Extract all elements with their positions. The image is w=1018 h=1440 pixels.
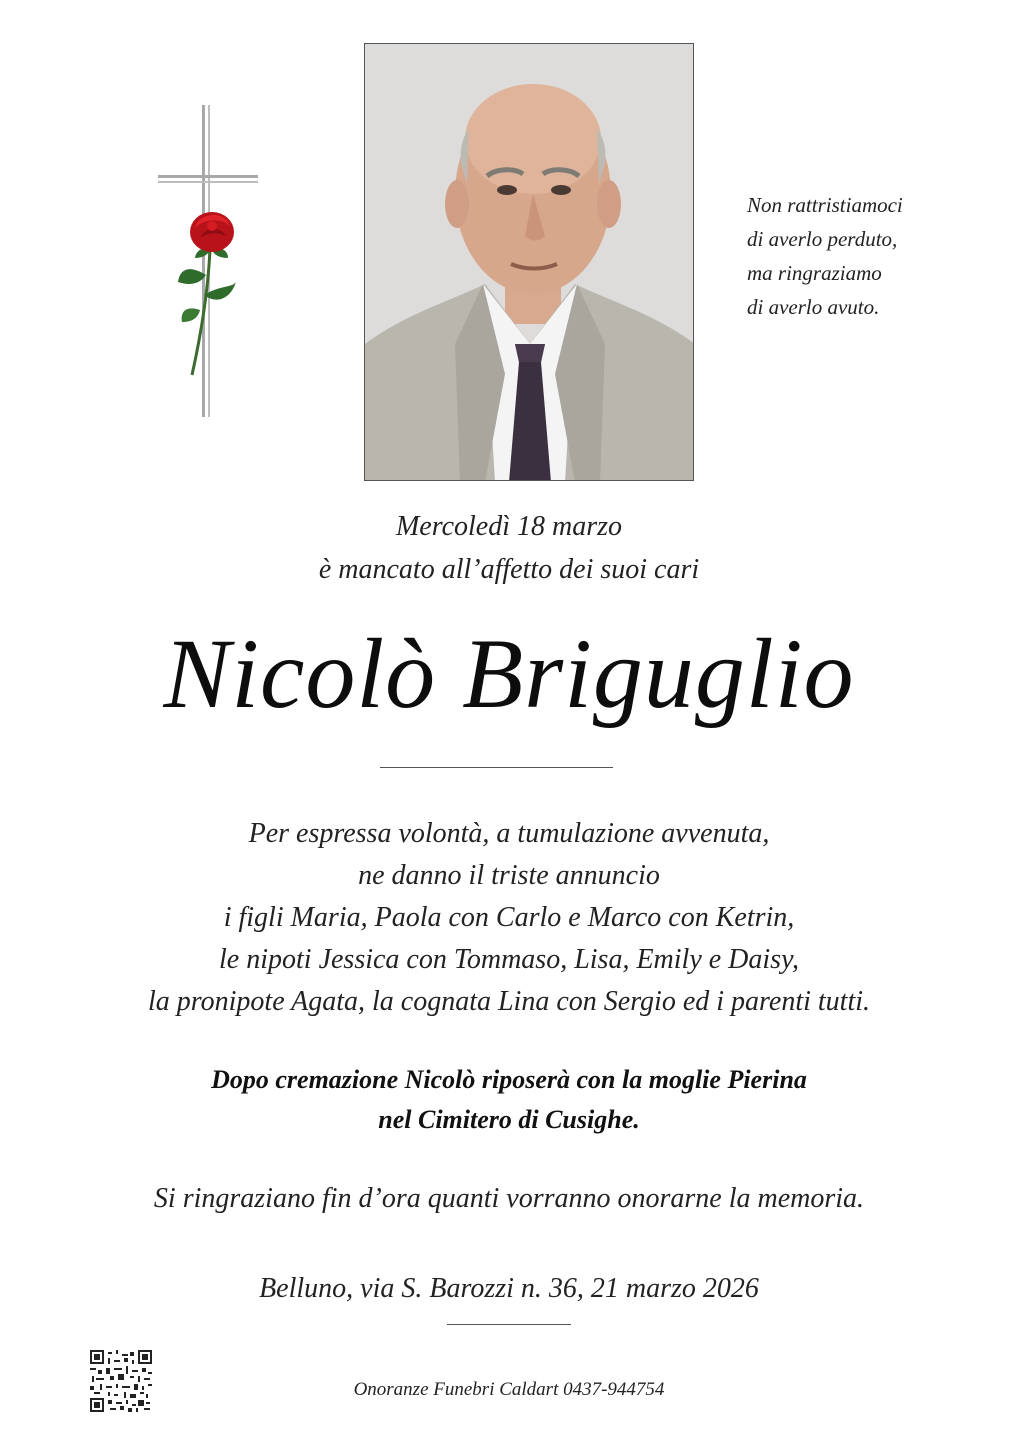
divider	[447, 1324, 571, 1325]
cross-with-rose-icon	[140, 100, 270, 430]
intro-text: è mancato all’affetto dei suoi cari	[318, 554, 700, 585]
portrait-photo	[364, 43, 694, 481]
cremation-line: Dopo cremazione Nicolò riposerà con la moglie Pierina	[211, 1065, 807, 1094]
quote-line: di averlo avuto.	[747, 295, 880, 319]
divider	[380, 767, 613, 768]
cremation-note	[0, 1060, 1018, 1140]
quote-line: di averlo perduto,	[747, 227, 898, 251]
place-date: Belluno, via S. Barozzi n. 36, 21 marzo 2026	[259, 1273, 759, 1304]
death-intro	[0, 505, 1018, 591]
announcement-line: la pronipote Agata, la cognata Lina con Sergio ed i parenti tutti.	[148, 986, 870, 1017]
quote-line: ma ringraziamo	[747, 261, 882, 285]
intro-date: Mercoledì 18 marzo	[395, 511, 623, 542]
quote-line: Non rattristiamoci	[747, 193, 903, 217]
thanks-note: Si ringraziano fin d’ora quanti vorranno onorarne la memoria.	[153, 1183, 865, 1214]
announcement-line: i figli Maria, Paola con Carlo e Marco con Ketrin,	[223, 902, 795, 933]
announcement-line: le nipoti Jessica con Tommaso, Lisa, Emily e Daisy,	[219, 944, 799, 975]
memorial-quote	[747, 188, 967, 324]
cremation-line: nel Cimitero di Cusighe.	[378, 1105, 640, 1134]
deceased-name: Nicolò Briguglio	[163, 618, 855, 729]
announcement	[0, 813, 1018, 1023]
funeral-home-contact: Onoranze Funebri Caldart 0437-944754	[353, 1379, 665, 1400]
announcement-line: Per espressa volontà, a tumulazione avvenuta,	[248, 818, 770, 849]
announcement-line: ne danno il triste annuncio	[358, 860, 660, 891]
